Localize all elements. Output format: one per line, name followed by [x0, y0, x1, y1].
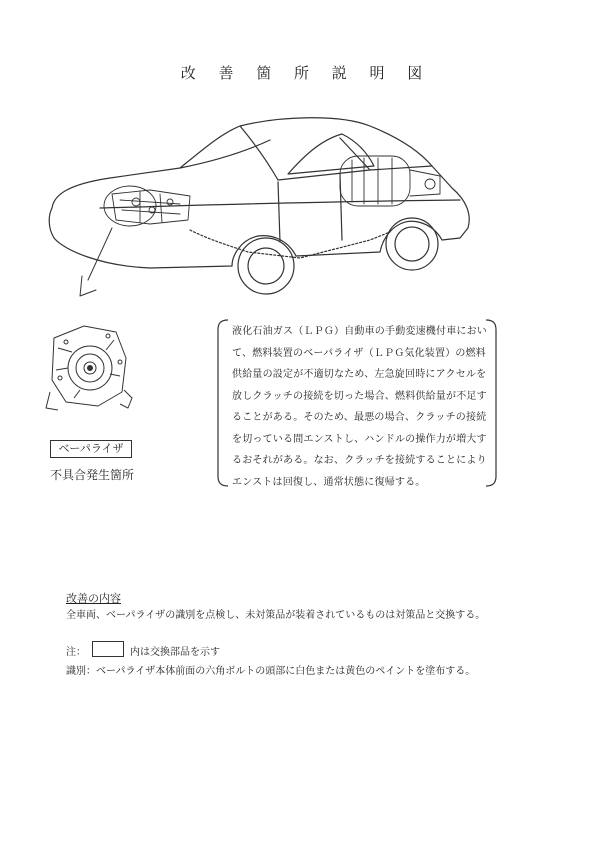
vaporizer-illustration: [44, 318, 134, 418]
note-text: 内は交換部品を示す: [130, 647, 220, 658]
car-belt-line: [100, 200, 460, 208]
note-legend-box: [92, 641, 124, 657]
car-illustration: [40, 110, 500, 310]
car-body-outline: [49, 118, 469, 268]
page-title: 改 善 箇 所 説 明 図: [180, 64, 432, 82]
part-caption: 不具合発生箇所: [50, 468, 135, 482]
car-fuel-line: [190, 230, 390, 258]
part-label-box: ベーパライザ: [50, 440, 132, 458]
improvement-heading: 改善の内容: [66, 592, 121, 605]
defect-description: 液化石油ガス（ＬＰＧ）自動車の手動変速機付車において、燃料装置のベーパライザ（ＬＰＧ気化装置）の燃料供給量の設定が不適切なため、左急旋回時にアクセルを放しクラッチの接続を切った場合、燃料供給量が不足することがある。そのため、最悪の場合、クラッチの接続を切っている間エンストし、ハンドルの操作力が増大するおそれがある。なお、クラッチを接続することによりエンストは回復し、通常状態に復帰する。: [232, 326, 487, 488]
car-door-line: [278, 174, 342, 242]
hex-bolt: [88, 366, 93, 371]
identification-text: 識別：ベーパライザ本体前面の六角ボルトの頭部に白色または黄色のペイントを塗布する。: [66, 666, 476, 677]
improvement-body: 全車両、ベーパライザの識別を点検し、未対策品が装着されているものは対策品と交換する。: [66, 610, 486, 621]
car-rear-wheel: [386, 218, 438, 270]
lpg-tank-detail: [340, 156, 440, 206]
car-window: [288, 134, 374, 174]
car-front-wheel: [238, 238, 294, 294]
note-label: 注：: [66, 647, 86, 658]
